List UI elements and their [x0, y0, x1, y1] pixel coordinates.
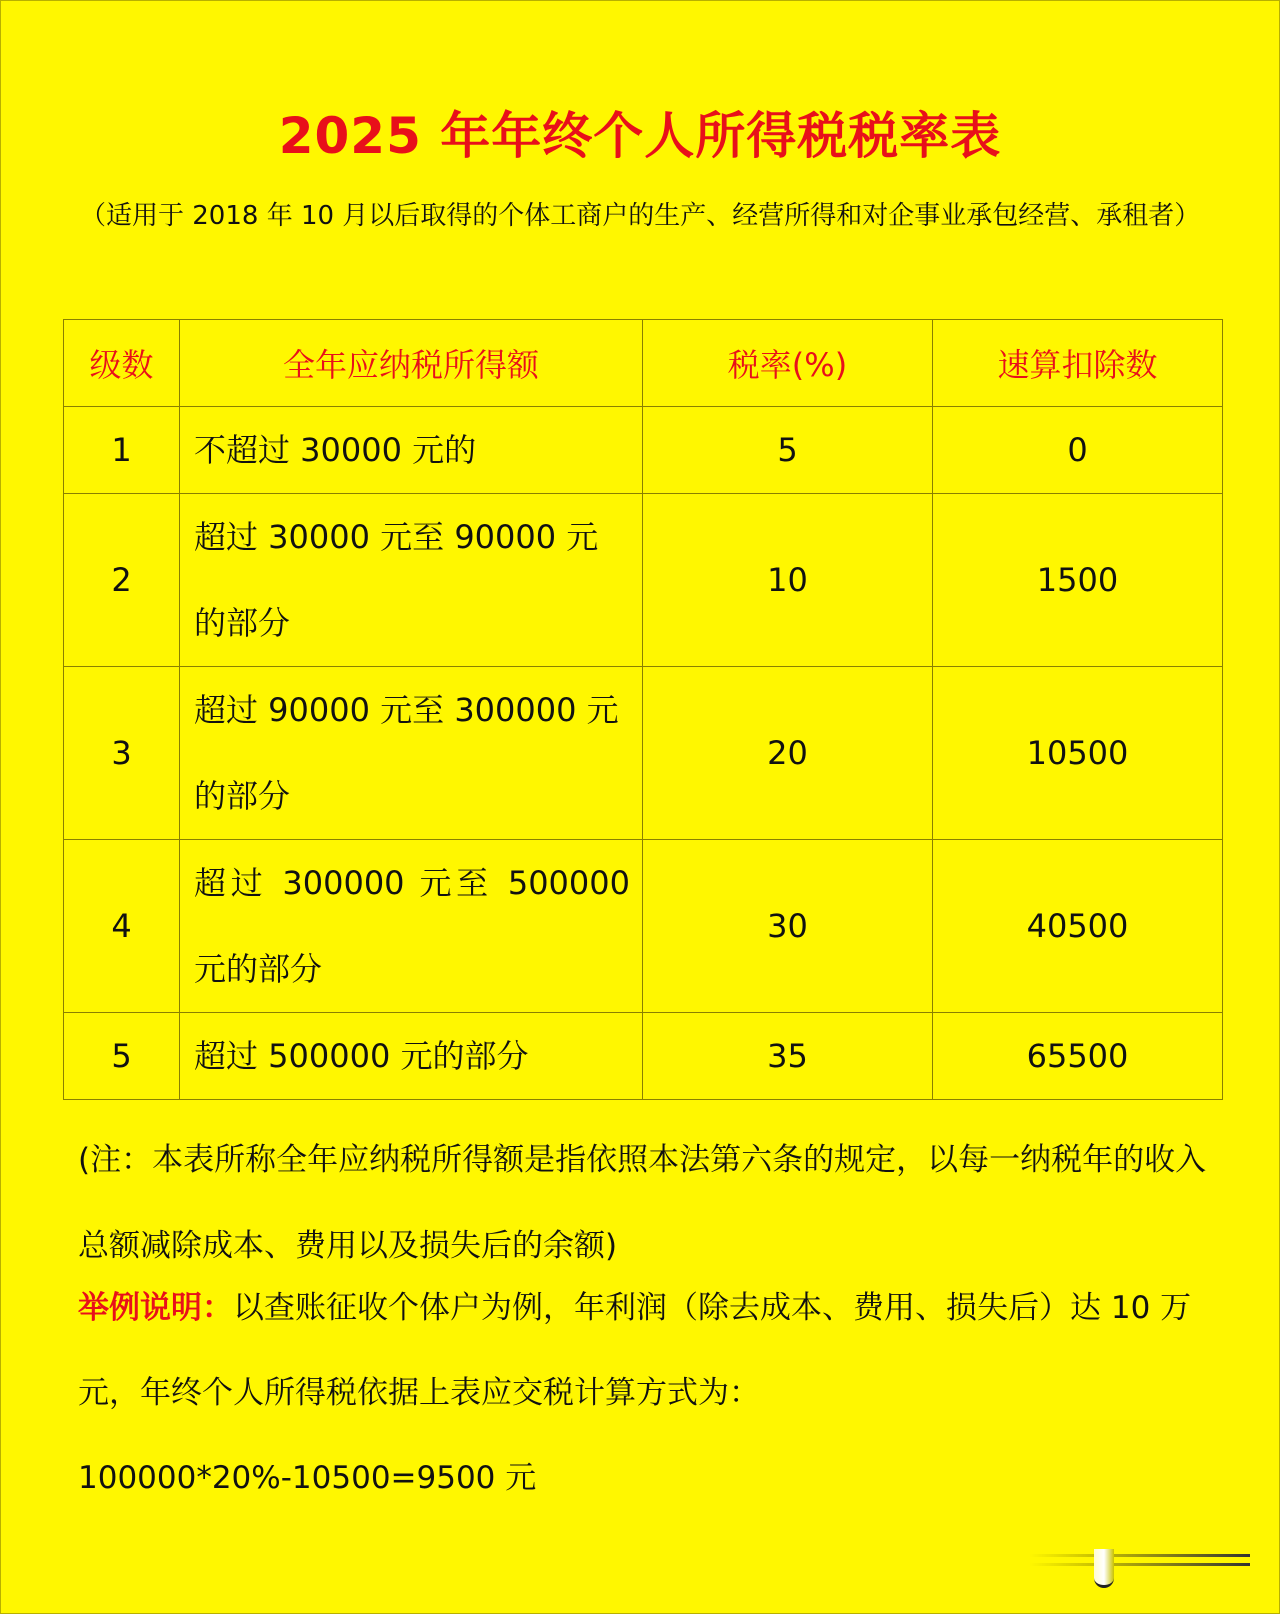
rate-cell: 30 [643, 840, 933, 1013]
example-label: 举例说明： [78, 1290, 233, 1326]
level-cell: 1 [64, 407, 180, 494]
page-title: 2025 年年终个人所得税税率表 [278, 107, 1002, 165]
rate-cell: 10 [643, 494, 933, 667]
example-block [78, 1266, 1218, 1521]
header-range: 全年应纳税所得额 [180, 320, 643, 407]
example-formula: 100000*20%-10500=9500 元 [78, 1460, 537, 1496]
deduction-cell: 0 [933, 407, 1223, 494]
level-cell: 4 [64, 840, 180, 1013]
note-text: (注：本表所称全年应纳税所得额是指依照本法第六条的规定，以每一纳税年的收入总额减除成本、费用以及损失后的余额) [78, 1142, 1207, 1264]
table-row [64, 407, 1223, 494]
deduction-cell: 40500 [933, 840, 1223, 1013]
decorative-line [1030, 1554, 1250, 1557]
table-row [64, 494, 1223, 667]
header-level: 级数 [64, 320, 180, 407]
header-rate: 税率(%) [643, 320, 933, 407]
example-text: 以查账征收个体户为例，年利润（除去成本、费用、损失后）达 10 万元，年终个人所得税依据上表应交税计算方式为： [78, 1290, 1192, 1411]
range-cell: 超过 300000 元至 500000 元的部分 [180, 840, 643, 1013]
level-cell: 5 [64, 1013, 180, 1100]
deduction-cell: 1500 [933, 494, 1223, 667]
level-cell: 3 [64, 667, 180, 840]
decorative-line [1030, 1563, 1250, 1566]
table-row [64, 667, 1223, 840]
rate-cell: 35 [643, 1013, 933, 1100]
range-cell: 超过 500000 元的部分 [180, 1013, 643, 1100]
decorative-knob-icon [1094, 1549, 1114, 1588]
tax-rate-table [63, 319, 1223, 1100]
deduction-cell: 10500 [933, 667, 1223, 840]
rate-cell: 5 [643, 407, 933, 494]
deduction-cell: 65500 [933, 1013, 1223, 1100]
table-row [64, 840, 1223, 1013]
rate-cell: 20 [643, 667, 933, 840]
subtitle: （适用于 2018 年 10 月以后取得的个体工商户的生产、经营所得和对企事业承包经营、承租者） [80, 201, 1201, 231]
range-cell: 超过 90000 元至 300000 元的部分 [180, 667, 643, 840]
header-deduction: 速算扣除数 [933, 320, 1223, 407]
table-header-row [64, 320, 1223, 407]
range-cell: 超过 30000 元至 90000 元的部分 [180, 494, 643, 667]
range-cell: 不超过 30000 元的 [180, 407, 643, 494]
table-row [64, 1013, 1223, 1100]
level-cell: 2 [64, 494, 180, 667]
